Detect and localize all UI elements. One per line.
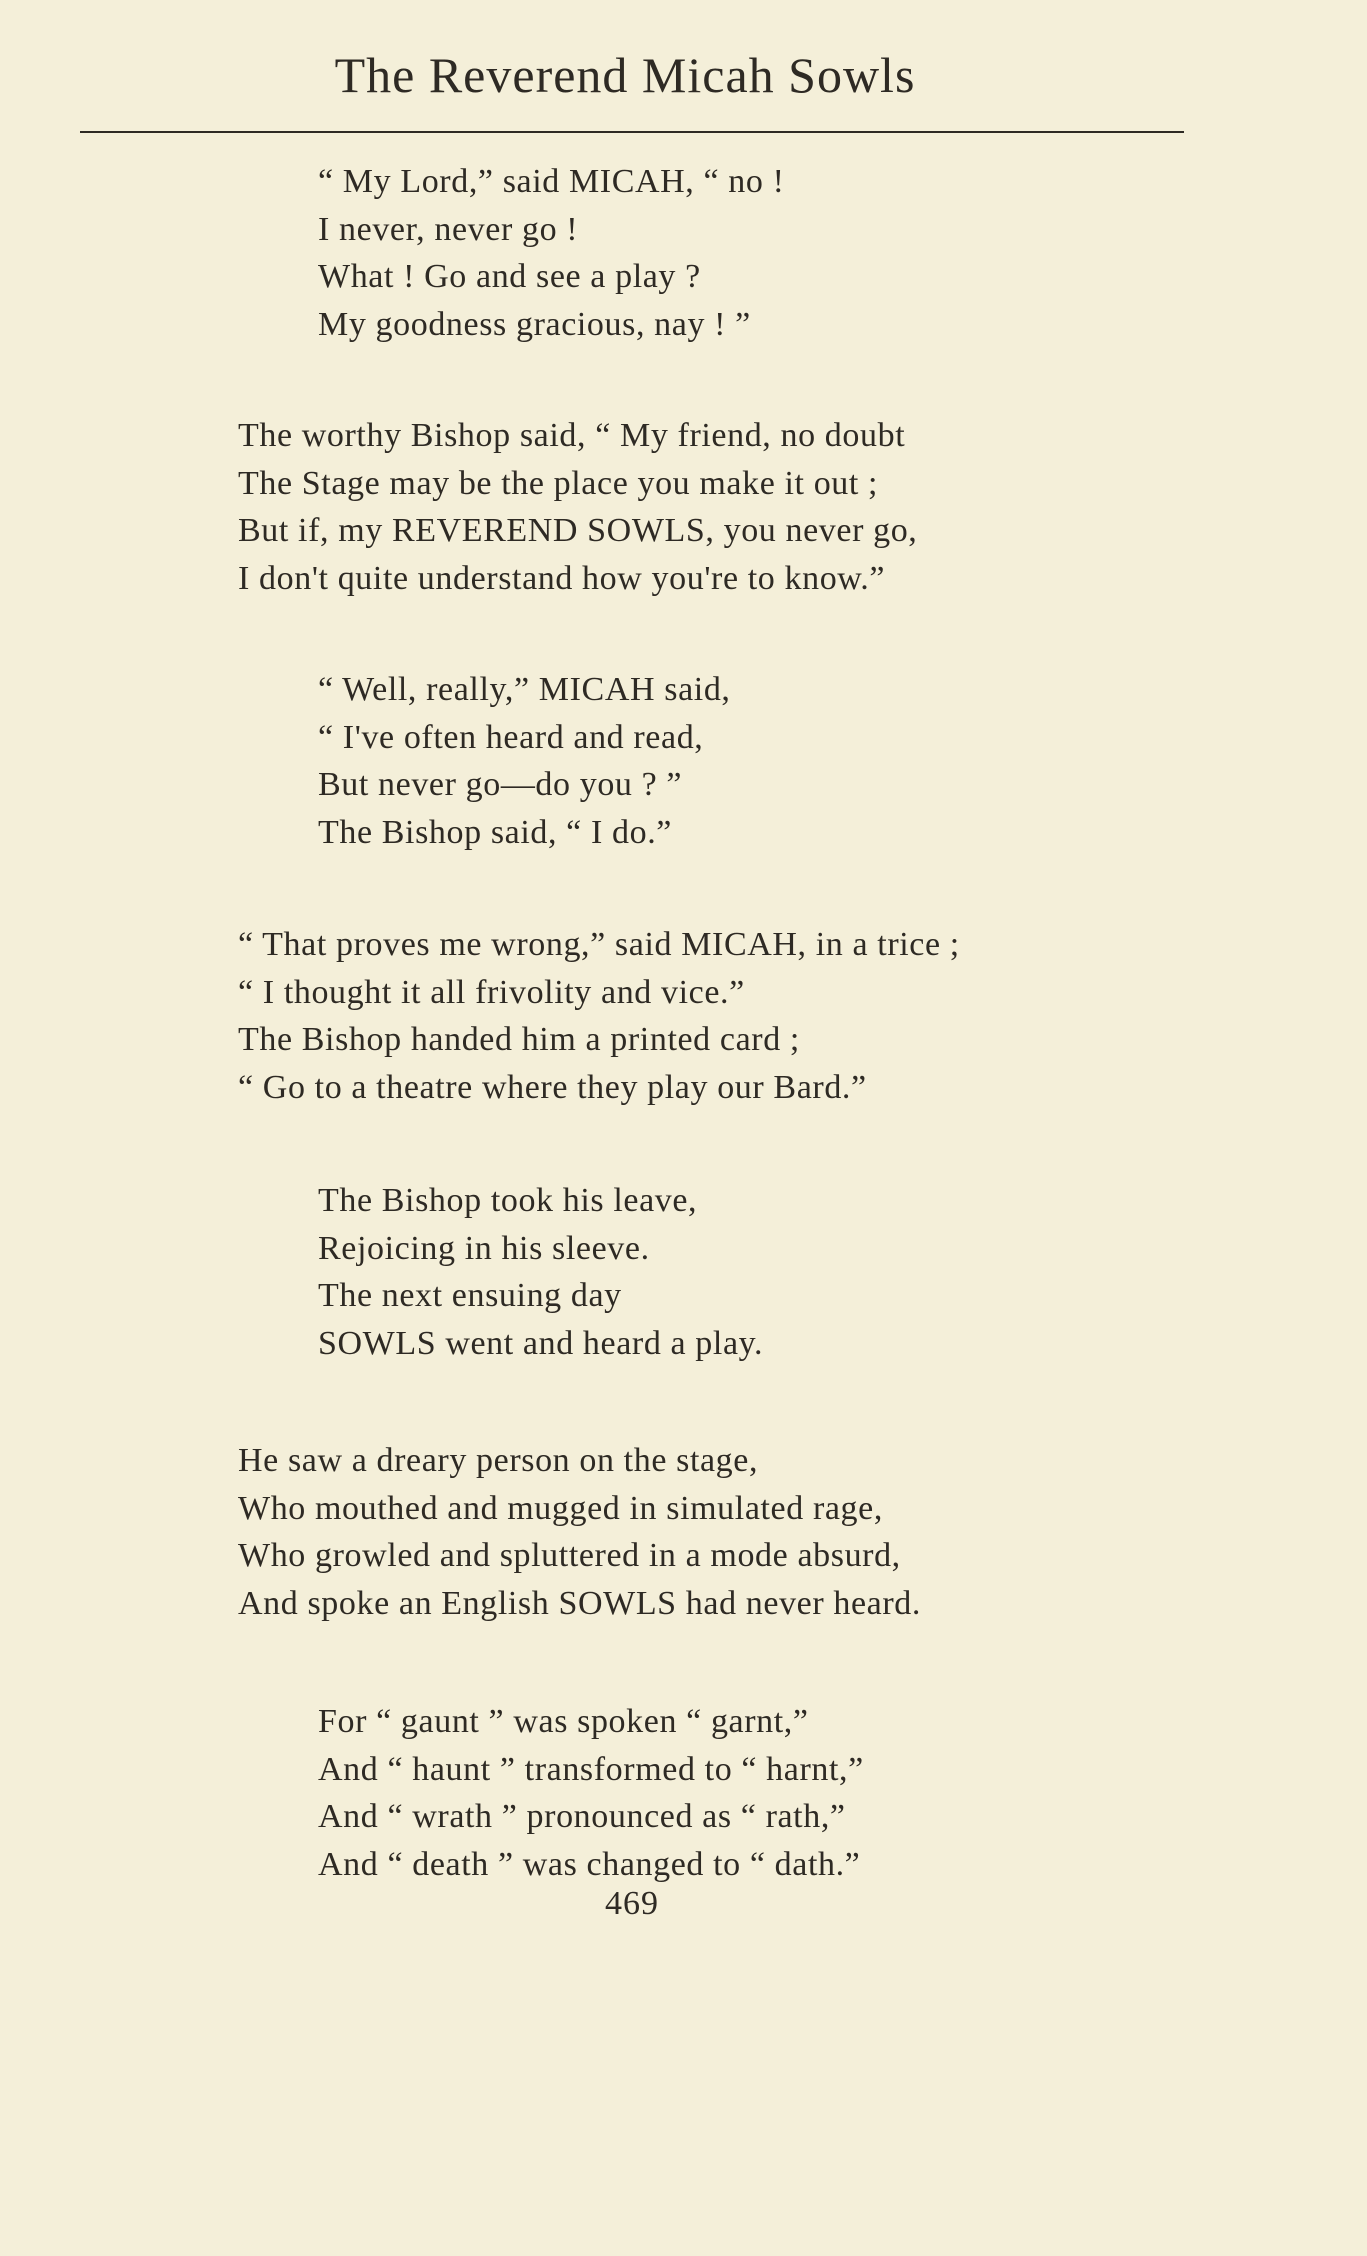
verse-line: But never go—do you ? ” — [318, 766, 683, 803]
stanza-7 — [318, 1698, 864, 1888]
verse-line: What ! Go and see a play ? — [318, 258, 701, 295]
stanza-3 — [318, 666, 731, 856]
verse-line: “ My Lord,” said MICAH, “ no ! — [318, 163, 785, 200]
stanza-4 — [238, 921, 960, 1111]
stanza-2 — [238, 412, 917, 602]
page-title: The Reverend Micah Sowls — [334, 47, 916, 103]
verse-line: “ I've often heard and read, — [318, 718, 704, 756]
verse-line: And “ death ” was changed to “ dath.” — [318, 1845, 861, 1883]
verse-line: Rejoicing in his sleeve. — [318, 1229, 650, 1267]
verse-line: “ Well, really,” MICAH said, — [318, 671, 731, 708]
verse-line: Who growled and spluttered in a mode absurd, — [238, 1537, 901, 1574]
verse-line: “ I thought it all frivolity and vice.” — [238, 973, 745, 1011]
stanza-1 — [318, 158, 785, 348]
verse-line: And “ wrath ” pronounced as “ rath,” — [318, 1798, 846, 1835]
verse-line: I don't quite understand how you're to know.” — [238, 559, 886, 597]
verse-line: I never, never go ! — [318, 210, 579, 248]
verse-line: And “ haunt ” transformed to “ harnt,” — [318, 1750, 864, 1788]
header-rule — [80, 131, 1184, 133]
verse-line: The Bishop said, “ I do.” — [318, 813, 672, 851]
verse-line: He saw a dreary person on the stage, — [238, 1442, 759, 1479]
verse-line: “ That proves me wrong,” said MICAH, in a trice ; — [238, 926, 960, 963]
verse-line: The worthy Bishop said, “ My friend, no doubt — [238, 417, 906, 454]
verse-line: Who mouthed and mugged in simulated rage, — [238, 1489, 883, 1527]
verse-line: The Bishop handed him a printed card ; — [238, 1021, 800, 1058]
verse-line: SOWLS went and heard a play. — [318, 1324, 764, 1362]
page-number: 469 — [605, 1885, 659, 1922]
verse-line: The Stage may be the place you make it out ; — [238, 464, 879, 502]
stanza-6 — [238, 1437, 921, 1627]
verse-line: The next ensuing day — [318, 1277, 622, 1314]
stanza-5 — [318, 1177, 763, 1367]
verse-line: But if, my REVEREND SOWLS, you never go, — [238, 512, 918, 549]
verse-line: For “ gaunt ” was spoken “ garnt,” — [318, 1703, 809, 1740]
verse-line: The Bishop took his leave, — [318, 1182, 698, 1219]
verse-line: And spoke an English SOWLS had never heard. — [238, 1584, 921, 1622]
verse-line: “ Go to a theatre where they play our Bard.” — [238, 1068, 867, 1106]
verse-line: My goodness gracious, nay ! ” — [318, 305, 751, 343]
